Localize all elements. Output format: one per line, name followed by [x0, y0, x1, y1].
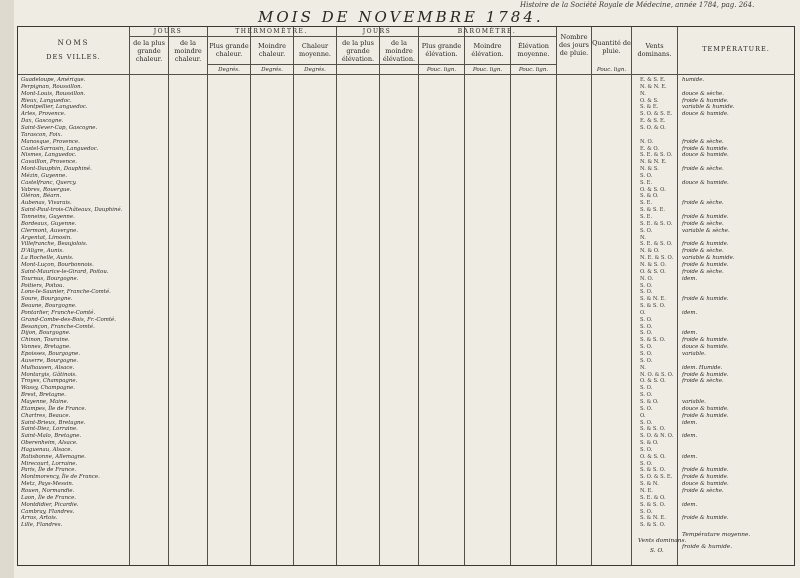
footer-temperature-value: froide & humide. — [682, 544, 733, 550]
town-name: Villefranche, Beaujolois. — [21, 241, 88, 248]
temperature-cell: douce & humide. — [682, 405, 729, 412]
group-thermometre: THERMOMÈTRE. — [235, 28, 308, 35]
header-moindre-chaleur: Moindre chaleur. — [258, 42, 286, 58]
vents-cell: S. & S. O. — [640, 303, 666, 310]
town-name: Vannes, Bretagne. — [21, 344, 71, 351]
temperature-cell: douce & humide. — [682, 481, 729, 488]
header-jour-moindre-chaleur: de la moindre chaleur. — [174, 39, 202, 63]
town-name: Pontarlier, Franche-Comté. — [21, 309, 96, 316]
town-name: Lons-le-Saunier, Franche-Comté. — [21, 289, 111, 296]
group-rule — [336, 36, 418, 37]
page-fold-shadow — [0, 0, 14, 578]
group-rule — [129, 36, 207, 37]
temperature-cell: froide & humide. — [682, 337, 729, 344]
vents-cell: O. & S. O. — [640, 268, 666, 275]
column-divider — [168, 27, 169, 565]
town-name: Paris, Île de France. — [21, 467, 77, 474]
vents-cell: N. & S. — [640, 166, 659, 173]
vents-cell: S. O. — [640, 385, 653, 392]
vents-cell: N. O. — [640, 138, 654, 145]
town-name: Vabres, Rouergue. — [21, 186, 72, 193]
unit-pouc-lign: Pouc. lign. — [518, 67, 549, 73]
vents-cell: S. O. — [640, 227, 653, 234]
weather-table — [17, 26, 795, 566]
vents-cell: S. O. — [640, 330, 653, 337]
column-divider — [293, 27, 294, 565]
footer-temperature-moyenne: Température moyenne. — [682, 532, 751, 538]
temperature-cell: idem. — [682, 330, 698, 337]
town-name: Saint-Malo, Bretagne. — [21, 433, 82, 440]
temperature-cell: froide & humide. — [682, 145, 729, 152]
temperature-cell: idem. — [682, 433, 698, 440]
header-jour-plus-grande-chaleur: de la plus grande chaleur. — [133, 39, 165, 63]
column-divider — [464, 27, 465, 565]
vents-cell: S. O. — [640, 172, 653, 179]
vents-cell: S. O. — [640, 316, 653, 323]
temperature-cell: humide. — [682, 77, 705, 83]
temperature-cell: froide & humide. — [682, 296, 729, 303]
town-name: Mulhausen, Alsace. — [21, 364, 75, 371]
vents-cell: S. O. & S. E. — [640, 474, 673, 481]
header-plus-grande-chaleur: Plus grande chaleur. — [209, 42, 249, 58]
vents-cell: S. O. — [640, 405, 653, 412]
town-name: Dax, Gascogne. — [21, 118, 64, 125]
town-name: Etampes, Île de France. — [21, 405, 87, 412]
unit-degres: Degrés. — [218, 67, 240, 73]
town-name: Saint-Maurice-le-Girard, Poitou. — [21, 268, 109, 275]
temperature-cell: froide & sèche. — [682, 200, 724, 207]
temperature-cell: idem. — [682, 501, 698, 508]
temperature-cell: idem. — [682, 453, 698, 460]
column-divider — [556, 27, 557, 565]
vents-cell: S. E. — [640, 200, 653, 207]
column-divider — [631, 27, 632, 565]
town-name: Nismes, Languedoc. — [21, 152, 77, 159]
town-name: Rieux, Languedoc. — [21, 97, 72, 104]
temperature-cell: idem. Humide. — [682, 364, 723, 371]
town-name: Mézin, Guyenne. — [21, 172, 68, 179]
vents-cell: S. E. & O. — [640, 494, 666, 501]
temperature-cell: froide & sèche. — [682, 488, 724, 494]
town-name: Tarascon, Foix. — [21, 131, 63, 138]
vents-cell: S. E. & S. O. — [640, 152, 673, 159]
group-rule — [418, 36, 556, 37]
town-name: Soure, Bourgogne. — [21, 296, 73, 303]
vents-cell: S. O. — [640, 357, 653, 364]
town-name: Montpellier, Languedoc. — [21, 104, 88, 111]
town-name: Arles, Provence. — [21, 111, 66, 118]
temperature-cell: douce & humide. — [682, 152, 729, 159]
group-jours-1: JOURS — [153, 28, 183, 35]
vents-cell: O. — [640, 412, 646, 419]
town-name: Castel-Sarrasin, Languedoc. — [21, 145, 99, 152]
town-name: Mirecourt, Lorraine. — [21, 460, 78, 467]
temperature-cell: froide & humide. — [682, 515, 729, 522]
town-name: Poitiers, Poitou. — [21, 282, 65, 289]
temperature-cell: douce & humide. — [682, 344, 729, 351]
town-name: Chartres, Beauce. — [21, 412, 71, 419]
column-divider — [379, 27, 380, 565]
vents-cell: S. O. & S. E. — [640, 111, 673, 118]
temperature-cell: froide & sèche. — [682, 248, 724, 255]
temperature-cell: idem. — [682, 419, 698, 426]
town-name: Castelfranc, Quercy. — [21, 179, 77, 186]
vents-cell: S. O. — [640, 344, 653, 351]
vents-cell: S. E. & S. O. — [640, 220, 673, 227]
temperature-cell: douce & humide. — [682, 111, 729, 118]
town-name: Manosque, Provence. — [21, 138, 80, 145]
town-name: Saint-Diez, Lorraine. — [21, 426, 78, 433]
vents-cell: S. O. — [640, 323, 653, 330]
town-name: Arras, Artois. — [21, 515, 58, 522]
town-name: Troyes, Champagne. — [21, 378, 78, 385]
header-chaleur-moyenne: Chaleur moyenne. — [299, 42, 331, 58]
town-name: Mayenne, Maine. — [21, 398, 69, 405]
town-name: Cavaillon, Provence. — [21, 159, 77, 166]
temperature-cell: froide & humide. — [682, 214, 729, 220]
town-name: Aubenas, Vivarais. — [21, 200, 72, 207]
header-moindre-elevation: Moindre élévation. — [471, 42, 504, 58]
vents-cell: N. O. & S. O. — [640, 371, 674, 378]
town-name: D'Aligre, Aunis. — [21, 248, 64, 255]
vents-cell: S. & S. O. — [640, 522, 666, 529]
vents-cell: S. & N. — [640, 481, 659, 488]
temperature-cell: froide & humide. — [682, 467, 729, 474]
vents-cell: N. & N. E. — [640, 159, 667, 166]
column-divider — [250, 27, 251, 565]
town-name: Mont-Louis, Roussillon. — [21, 90, 86, 97]
temperature-cell: froide & sèche. — [682, 166, 724, 173]
column-divider — [129, 27, 130, 565]
town-name: Clermont, Auvergne. — [21, 227, 79, 234]
town-name: Cambray, Flandres. — [21, 508, 75, 515]
vents-cell: O. & S. — [640, 97, 659, 104]
column-divider — [207, 27, 208, 565]
header-bottom-rule — [18, 74, 794, 75]
vents-cell: S. O. — [640, 282, 653, 289]
town-name: Guadeloupe, Amérique. — [21, 77, 86, 83]
vents-cell: S. & S. O. — [640, 467, 666, 474]
unit-degres: Degrés. — [304, 67, 326, 73]
header-elevation-moyenne: Élévation moyenne. — [517, 42, 550, 58]
vents-cell: S. O. — [640, 351, 653, 357]
temperature-cell: froide & humide. — [682, 371, 729, 378]
town-name: Mont-Luçon, Bourbonnois. — [21, 261, 94, 268]
temperature-cell: variable. — [682, 398, 706, 405]
town-name: Tournus, Bourgogne. — [21, 275, 79, 282]
unit-pouc-lign: Pouc. lign. — [426, 67, 457, 73]
vents-cell: S. & N. E. — [640, 515, 666, 522]
vents-cell: N. O. — [640, 275, 654, 282]
town-name: Grand-Combe-des-Bois, Fr.-Comté. — [21, 316, 116, 323]
vents-cell: N. — [640, 234, 646, 241]
vents-cell: S. & O. — [640, 398, 659, 405]
town-name: Auxerre, Bourgogne. — [21, 357, 79, 364]
header-nombre-jours-pluie: Nombre des jours de pluie. — [559, 33, 589, 57]
unit-pouc-lign: Pouc. lign. — [596, 67, 627, 73]
vents-cell: O. & S. O. — [640, 378, 666, 385]
vents-cell: S. & E. — [640, 104, 659, 111]
temperature-cell: froide & humide. — [682, 97, 729, 104]
vents-cell: S. & S. O. — [640, 337, 666, 344]
town-name: Saint-Paul-trois-Châteaux, Dauphiné. — [21, 207, 123, 214]
temperature-cell: variable. — [682, 351, 706, 357]
vents-cell: S. O. — [640, 446, 653, 453]
temperature-cell: froide & humide. — [682, 412, 729, 419]
town-name: Saint-Sever-Cap, Gascogne. — [21, 124, 98, 131]
vents-cell: S. O. & N. O. — [640, 433, 674, 440]
town-name: Epoisses, Bourgogne. — [21, 351, 81, 357]
group-rule — [207, 36, 336, 37]
header-des-villes: DES VILLES. — [46, 53, 101, 61]
temperature-cell: idem. — [682, 275, 698, 282]
vents-cell: S. & S. E. — [640, 207, 666, 214]
town-name: Argentat, Limosin. — [21, 234, 72, 241]
vents-cell: S. O. — [640, 392, 653, 399]
header-plus-grande-elevation: Plus grande élévation. — [421, 42, 462, 58]
temperature-cell: idem. — [682, 309, 698, 316]
town-name: Laon, Île de France. — [21, 494, 76, 501]
town-name: Montmorency, Île de France. — [21, 474, 100, 481]
vents-cell: S. E. & S. O. — [640, 241, 673, 248]
vents-cell: S. & O. — [640, 440, 659, 447]
vents-cell: S. O. — [640, 460, 653, 467]
vents-cell: E. & O. — [640, 145, 659, 152]
vents-cell: E. & S. E. — [640, 118, 666, 125]
vents-cell: N. E. & S. O. — [640, 255, 674, 262]
town-name: Rouen, Normandie. — [21, 488, 75, 494]
header-vents-dominants: Vents dominans. — [637, 42, 672, 58]
town-name: Dijon, Bourgogne. — [21, 330, 71, 337]
vents-cell: N. — [640, 364, 646, 371]
group-jours-2: JOURS — [362, 28, 392, 35]
column-divider — [677, 27, 678, 565]
town-name: Saint-Brieux, Bretagne. — [21, 419, 86, 426]
town-name: Beaune, Bourgogne. — [21, 303, 77, 310]
column-divider — [418, 27, 419, 565]
temperature-cell: froide & humide. — [682, 474, 729, 481]
town-name: Ratisbonne, Allemagne. — [21, 453, 86, 460]
vents-cell: S. & N. E. — [640, 296, 666, 303]
footer-vents-value: S. O. — [650, 548, 664, 554]
header-quantite-pluie: Quantité de pluie. — [592, 39, 631, 55]
vents-cell: S. O. & O. — [640, 124, 666, 131]
vents-cell: O. & S. O. — [640, 186, 666, 193]
town-name: Metz, Pays-Messin. — [21, 481, 74, 488]
column-divider — [510, 27, 511, 565]
page-title: MOIS DE NOVEMBRE 1784. — [258, 8, 544, 26]
vents-cell: N. — [640, 90, 646, 97]
column-divider — [591, 27, 592, 565]
temperature-cell: variable & humide. — [682, 104, 735, 111]
footer-vents-dominans: Vents dominans. — [638, 538, 687, 544]
running-header: Histoire de la Société Royale de Médecine, année 1784, pag. 264. — [520, 1, 755, 9]
unit-pouc-lign: Pouc. lign. — [472, 67, 503, 73]
unit-degres: Degrés. — [261, 67, 283, 73]
temperature-cell: froide & sèche. — [682, 138, 724, 145]
town-name: Lille, Flandres. — [21, 522, 63, 529]
vents-cell: N. E. — [640, 488, 653, 494]
vents-cell: S. & S. O. — [640, 501, 666, 508]
temperature-cell: froide & sèche. — [682, 220, 724, 227]
column-divider — [336, 27, 337, 565]
vents-cell: N. & O. — [640, 248, 660, 255]
temperature-cell: douce & sèche. — [682, 90, 724, 97]
town-name: Tonneins, Guyenne. — [21, 214, 75, 220]
town-name: La Rochelle, Aunis. — [21, 255, 74, 262]
vents-cell: O. — [640, 309, 646, 316]
vents-cell: S. O. — [640, 419, 653, 426]
group-barometre: BAROMÈTRE. — [457, 28, 517, 35]
temperature-cell: froide & humide. — [682, 261, 729, 268]
vents-cell: N. & S. O. — [640, 261, 667, 268]
town-name: Wassy, Champagne. — [21, 385, 75, 392]
town-name: Bordeaux, Guyenne. — [21, 220, 77, 227]
temperature-cell: froide & sèche. — [682, 268, 724, 275]
town-name: Chinon, Touraine. — [21, 337, 70, 344]
header-jour-plus-grande-elevation: de la plus grande élévation. — [341, 39, 375, 63]
town-name: Montdidier, Picardie. — [21, 501, 79, 508]
vents-cell: S. & S. O. — [640, 426, 666, 433]
town-name: Montargis, Gâtinois. — [21, 371, 77, 378]
header-jour-moindre-elevation: de la moindre élévation. — [382, 39, 416, 63]
town-name: Mont-Dauphin, Dauphiné. — [21, 166, 92, 173]
vents-cell: S. E. — [640, 179, 653, 186]
temperature-cell: froide & sèche. — [682, 378, 724, 385]
vents-cell: S. E. — [640, 214, 653, 220]
town-name: Brest, Bretagne. — [21, 392, 67, 399]
town-name: Perpignan, Roussillon. — [21, 83, 83, 90]
vents-cell: S. O. — [640, 289, 653, 296]
vents-cell: E. & S. E. — [640, 77, 666, 83]
temperature-cell: douce & humide. — [682, 179, 729, 186]
town-name: Oléron, Béarn. — [21, 193, 62, 200]
temperature-cell: froide & humide. — [682, 241, 729, 248]
vents-cell: S. O. — [640, 508, 653, 515]
temperature-cell: variable & sèche. — [682, 227, 730, 234]
vents-cell: S. & O. — [640, 193, 659, 200]
vents-cell: O. & S. O. — [640, 453, 666, 460]
temperature-cell: variable & humide. — [682, 255, 735, 262]
town-name: Oberenheim, Alsace. — [21, 440, 78, 447]
unit-rule — [207, 64, 556, 65]
header-temperature: TEMPÉRATURE. — [702, 45, 770, 53]
town-name: Besançon, Franche-Comté. — [21, 323, 95, 330]
vents-cell: N. & N. E. — [640, 83, 667, 90]
town-name: Haguenau, Alsace. — [21, 446, 73, 453]
header-noms: NOMS — [57, 39, 90, 47]
